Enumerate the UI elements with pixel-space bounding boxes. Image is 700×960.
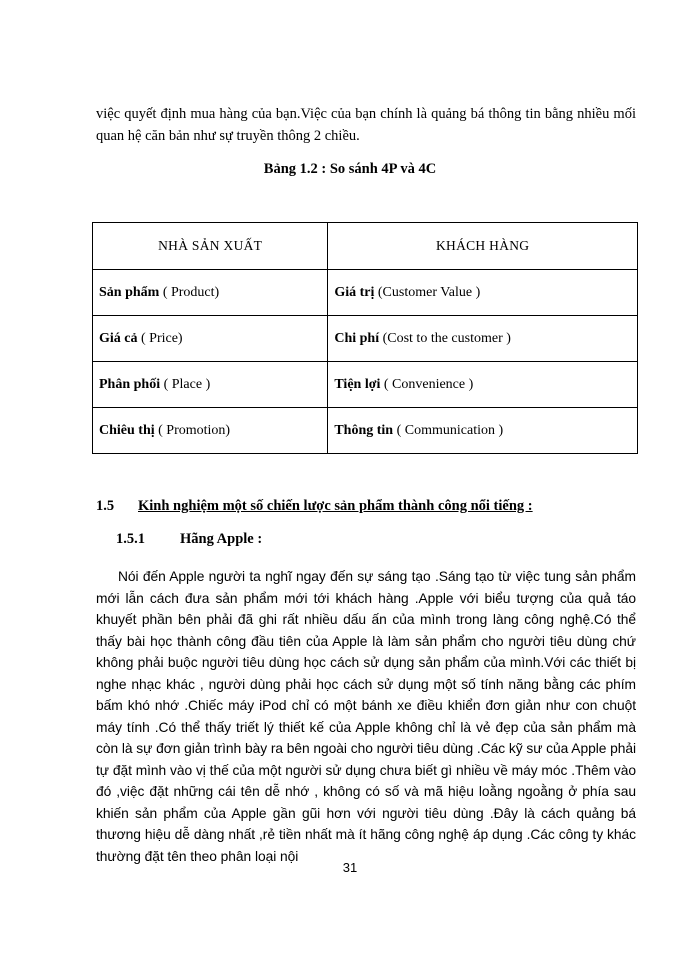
table-cell [328, 362, 638, 408]
term: Chiêu thị [99, 422, 155, 438]
term: Thông tin [334, 422, 394, 438]
table-cell [328, 270, 638, 316]
table-header-row [93, 223, 638, 270]
table-cell [93, 408, 328, 454]
table-row [93, 270, 638, 316]
term: Giá trị [334, 284, 375, 300]
term: Tiện lợi [334, 376, 381, 392]
subsection-title: Hãng Apple : [180, 531, 263, 547]
table-row [93, 408, 638, 454]
body-paragraph: Nói đến Apple người ta nghĩ ngay đến sự sáng tạo .Sáng tạo từ việc tung sản phẩm mới lẫn cách đưa sản phẩm mới tới khách hàng .Apple với biểu tượng của quả táo khuyết phần bên phải đã ghi rất nhiều dấu ấn của mình trong làng công nghệ.Có thể thấy bài học thành công đầu tiên của Apple là làm sản phẩm cho người tiêu dùng chứ không phải buộc người tiêu dùng học cách sử dụng sản phẩm của mình.Với các thiết bị nghe nhạc khác , người dùng phải học cách sử dụng một số tính năng bằng các phím bấm khó nhớ .Chiếc máy iPod chỉ có một bánh xe điều khiển đơn giản như con chuột máy tính .Có thể thấy triết lý thiết kế của Apple không chỉ là vẻ đẹp của sản phẩm mà còn là sự đơn giản trình bày ra bên ngoài cho người tiêu dùng .Các kỹ sư của Apple phải tự đặt mình vào vị thế của một người sử dụng chưa biết gì nhiều về máy móc .Thêm vào đó ,việc đặt những cái tên dễ nhớ , không có số và mã hiệu loằng ngoằng ở phía sau khiến sản phẩm của Apple gần gũi hơn với người tiêu dùng .Đây là cách quảng bá thương hiệu dễ dàng nhất ,rẻ tiền nhất mà ít hãng công nghệ áp dụng .Các công ty khác thường đặt tên theo phân loại nội [96, 569, 637, 864]
table-caption: Bảng 1.2 : So sánh 4P và 4C [263, 161, 437, 177]
page-number: 31 [342, 860, 358, 875]
comparison-table [92, 222, 638, 454]
term: Sản phẩm [99, 284, 160, 300]
term-english: ( Communication ) [393, 422, 504, 438]
section-heading-1-5 [96, 498, 533, 515]
term: Giá cả [99, 330, 138, 346]
table-cell [93, 362, 328, 408]
table-cell [328, 408, 638, 454]
section-heading-1-5-1 [116, 531, 262, 548]
section-title: Kinh nghiệm một số chiến lược sản phẩm thành công nổi tiếng : [138, 498, 533, 514]
term-english: (Cost to the customer ) [379, 330, 511, 346]
section-number: 1.5 [96, 498, 115, 514]
table-cell [93, 316, 328, 362]
subsection-number: 1.5.1 [116, 531, 145, 547]
term-english: (Customer Value ) [374, 284, 481, 300]
table-cell [328, 316, 638, 362]
term: Phân phối [99, 376, 161, 392]
term-english: ( Product) [159, 284, 220, 300]
term-english: ( Convenience ) [380, 376, 474, 392]
intro-paragraph: việc quyết định mua hàng của bạn.Việc của bạn chính là quảng bá thông tin bằng nhiều mối quan hệ căn bản như sự truyền thông 2 chiều. [96, 106, 636, 144]
table-row [93, 362, 638, 408]
term-english: ( Promotion) [154, 422, 231, 438]
table-cell [93, 270, 328, 316]
header-customer: KHÁCH HÀNG [328, 223, 638, 270]
table-row [93, 316, 638, 362]
term-english: ( Place ) [160, 376, 211, 392]
term: Chi phí [334, 330, 380, 346]
term-english: ( Price) [137, 330, 183, 346]
header-producer: NHÀ SẢN XUẤT [93, 223, 328, 270]
